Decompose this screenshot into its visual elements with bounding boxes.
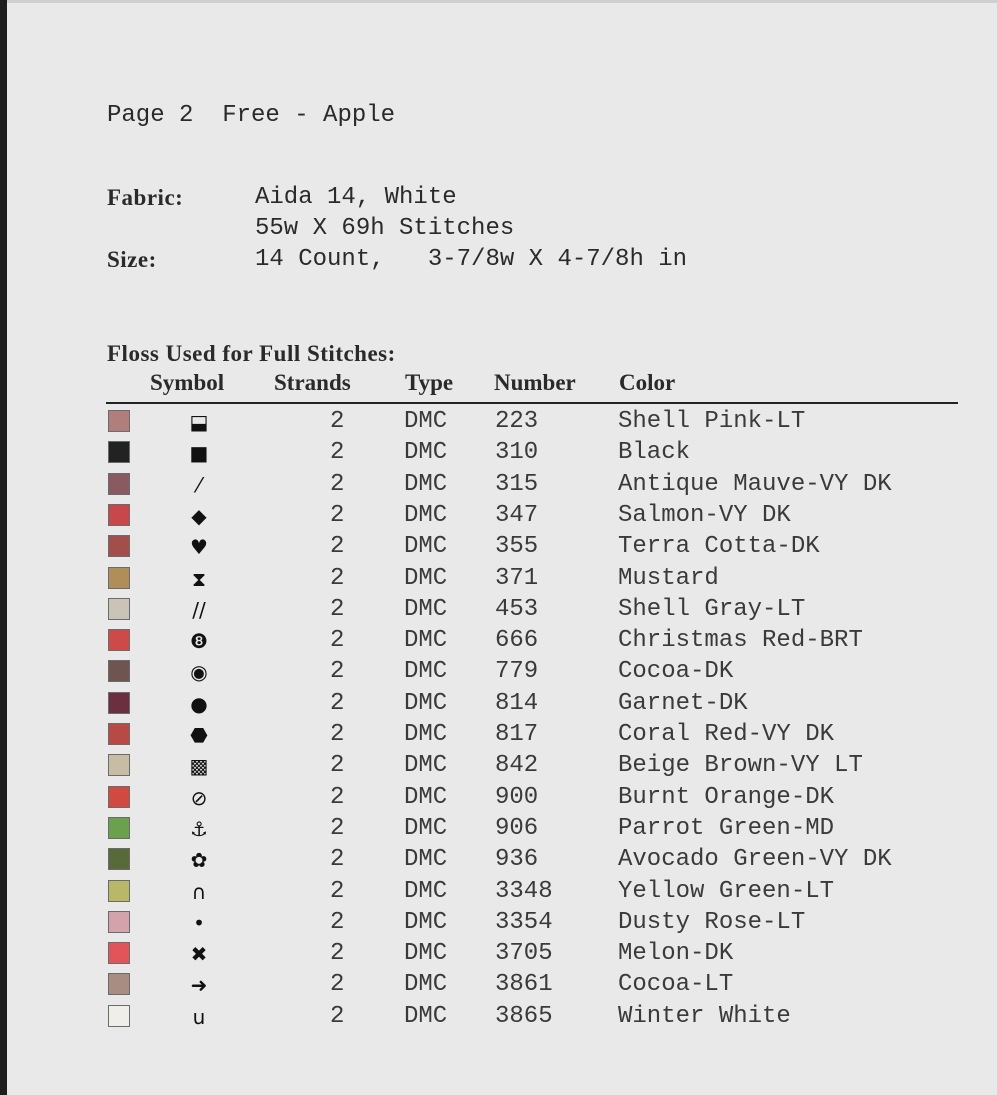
table-row — [0, 877, 997, 911]
stitches-value: 55w X 69h Stitches — [255, 215, 515, 242]
color-cell: Dusty Rose-LT — [618, 908, 806, 936]
color-swatch — [108, 817, 130, 839]
color-cell: Melon-DK — [618, 940, 734, 968]
table-row — [0, 942, 997, 973]
strands-cell: 2 — [330, 595, 345, 623]
strands-cell: 2 — [330, 1002, 345, 1030]
strands-cell: 2 — [330, 752, 345, 780]
strands-cell: 2 — [330, 627, 345, 655]
hook-icon: ∩ — [191, 879, 207, 904]
strands-cell: 2 — [330, 846, 345, 874]
color-swatch — [108, 1005, 130, 1027]
column-header-number: Number — [494, 370, 576, 395]
type-cell: DMC — [404, 1002, 448, 1030]
table-row — [0, 501, 997, 535]
number-cell: 666 — [495, 627, 539, 655]
anchor-icon: ⚓ — [190, 816, 208, 841]
color-cell: Parrot Green-MD — [618, 814, 835, 842]
color-cell: Black — [618, 439, 691, 467]
section-title: Floss Used for Full Stitches: — [107, 341, 396, 366]
table-row — [0, 629, 997, 660]
slash-bar-icon: ⁄ — [197, 472, 201, 497]
type-cell: DMC — [404, 689, 448, 717]
strands-cell: 2 — [330, 971, 345, 999]
color-swatch — [108, 567, 130, 589]
color-swatch — [108, 535, 130, 557]
slashed-circle-icon: ⊘ — [190, 785, 208, 810]
dotted-square-icon: ▩ — [189, 754, 209, 779]
circled-eight-icon: ❽ — [190, 629, 208, 654]
strands-cell: 2 — [330, 877, 345, 905]
table-row — [0, 441, 997, 472]
color-swatch — [108, 973, 130, 995]
color-swatch — [108, 410, 130, 432]
number-cell: 900 — [495, 783, 539, 811]
color-cell: Terra Cotta-DK — [618, 533, 820, 561]
number-cell: 453 — [495, 595, 539, 623]
type-cell: DMC — [404, 595, 448, 623]
table-row — [0, 754, 997, 785]
table-row — [0, 410, 997, 441]
strands-cell: 2 — [330, 439, 345, 467]
strands-cell: 2 — [330, 721, 345, 748]
column-header-type: Type — [405, 370, 454, 395]
color-swatch — [108, 942, 130, 964]
heart-icon: ♥ — [190, 535, 208, 560]
number-cell: 814 — [495, 689, 539, 717]
number-cell: 3354 — [495, 908, 553, 936]
strands-cell: 2 — [330, 908, 345, 936]
type-cell: DMC — [404, 439, 448, 467]
color-cell: Mustard — [618, 564, 719, 592]
size-label: Size: — [107, 247, 157, 272]
color-swatch — [108, 754, 130, 776]
type-cell: DMC — [404, 627, 448, 655]
number-cell: 3861 — [495, 971, 553, 999]
number-cell: 936 — [495, 846, 539, 874]
color-cell: Salmon-VY DK — [618, 501, 791, 529]
number-cell: 3865 — [495, 1002, 553, 1030]
table-row — [0, 723, 997, 754]
color-swatch — [108, 911, 130, 933]
color-swatch — [108, 629, 130, 651]
color-swatch — [108, 848, 130, 870]
color-swatch — [108, 473, 130, 495]
table-row — [0, 689, 997, 723]
color-swatch — [108, 598, 130, 620]
strands-cell: 2 — [330, 533, 345, 561]
type-cell: DMC — [404, 971, 448, 999]
color-swatch — [108, 441, 130, 463]
color-cell: Coral Red-VY DK — [618, 721, 835, 748]
column-header-strands: Strands — [274, 370, 351, 395]
number-cell: 315 — [495, 470, 539, 498]
type-cell: DMC — [404, 501, 448, 529]
strands-cell: 2 — [330, 470, 345, 498]
table-row — [0, 783, 997, 817]
fabric-label: Fabric: — [107, 185, 184, 210]
type-cell: DMC — [404, 470, 448, 498]
color-swatch — [108, 660, 130, 682]
filled-octagon-icon: ⬣ — [190, 723, 208, 747]
color-cell: Antique Mauve-VY DK — [618, 470, 892, 498]
color-cell: Cocoa-DK — [618, 658, 734, 686]
type-cell: DMC — [404, 908, 448, 936]
color-cell: Yellow Green-LT — [618, 877, 835, 905]
color-swatch — [108, 692, 130, 714]
hourglass-icon: ⧗ — [191, 566, 207, 591]
color-cell: Avocado Green-VY DK — [618, 846, 892, 874]
strands-cell: 2 — [330, 814, 345, 842]
number-cell: 371 — [495, 564, 539, 592]
type-cell: DMC — [404, 814, 448, 842]
half-filled-square-icon: ⬓ — [189, 410, 209, 434]
type-cell: DMC — [404, 752, 448, 780]
strands-cell: 2 — [330, 940, 345, 968]
scan-top-edge — [7, 0, 997, 3]
number-cell: 817 — [495, 721, 539, 748]
table-row — [0, 848, 997, 879]
number-cell: 355 — [495, 533, 539, 561]
number-cell: 906 — [495, 814, 539, 842]
type-cell: DMC — [404, 783, 448, 811]
color-cell: Christmas Red-BRT — [618, 627, 863, 655]
table-row — [0, 973, 997, 1004]
number-cell: 347 — [495, 501, 539, 529]
diamond-icon: ◆ — [191, 503, 207, 528]
table-row — [0, 470, 997, 504]
strands-cell: 2 — [330, 689, 345, 717]
color-swatch — [108, 880, 130, 902]
type-cell: DMC — [404, 846, 448, 874]
column-header-symbol: Symbol — [150, 370, 225, 395]
page-title: Page 2 Free - Apple — [107, 102, 396, 129]
number-cell: 842 — [495, 752, 539, 780]
strands-cell: 2 — [330, 658, 345, 686]
table-row — [0, 564, 997, 598]
strands-cell: 2 — [330, 408, 345, 435]
strands-cell: 2 — [330, 783, 345, 811]
flower-icon: ✿ — [190, 848, 208, 873]
filled-circle-icon: ● — [190, 691, 208, 716]
x-mark-icon: ✖ — [190, 942, 208, 967]
type-cell: DMC — [404, 658, 448, 686]
number-cell: 3705 — [495, 940, 553, 968]
double-slash-icon: // — [192, 597, 206, 622]
table-row — [0, 908, 997, 942]
number-cell: 310 — [495, 439, 539, 467]
color-swatch — [108, 723, 130, 745]
table-row — [0, 1002, 997, 1036]
color-cell: Garnet-DK — [618, 689, 748, 717]
color-cell: Burnt Orange-DK — [618, 783, 835, 811]
header-rule — [106, 402, 958, 404]
type-cell: DMC — [404, 940, 448, 968]
strands-cell: 2 — [330, 501, 345, 529]
table-row — [0, 814, 997, 848]
type-cell: DMC — [404, 564, 448, 592]
number-cell: 779 — [495, 658, 539, 686]
small-dot-icon: • — [193, 910, 205, 935]
fabric-value: Aida 14, White — [255, 184, 457, 211]
number-cell: 3348 — [495, 877, 553, 905]
type-cell: DMC — [404, 533, 448, 561]
table-row — [0, 535, 997, 566]
color-cell: Cocoa-LT — [618, 971, 734, 999]
table-row — [0, 660, 997, 691]
filled-square-icon: ■ — [189, 441, 209, 466]
number-cell: 223 — [495, 408, 539, 435]
color-swatch — [108, 786, 130, 808]
strands-cell: 2 — [330, 564, 345, 592]
right-arrow-icon: ➜ — [190, 973, 208, 998]
table-row — [0, 595, 997, 629]
type-cell: DMC — [404, 877, 448, 905]
color-cell: Shell Pink-LT — [618, 408, 806, 435]
size-value: 14 Count, 3-7/8w X 4-7/8h in — [255, 246, 688, 273]
column-header-color: Color — [619, 370, 676, 395]
type-cell: DMC — [404, 408, 448, 435]
small-u-icon: u — [192, 1004, 206, 1029]
ring-icon: ◉ — [190, 660, 208, 685]
color-cell: Beige Brown-VY LT — [618, 752, 863, 780]
color-cell: Shell Gray-LT — [618, 595, 806, 623]
color-swatch — [108, 504, 130, 526]
color-cell: Winter White — [618, 1002, 791, 1030]
type-cell: DMC — [404, 721, 448, 748]
